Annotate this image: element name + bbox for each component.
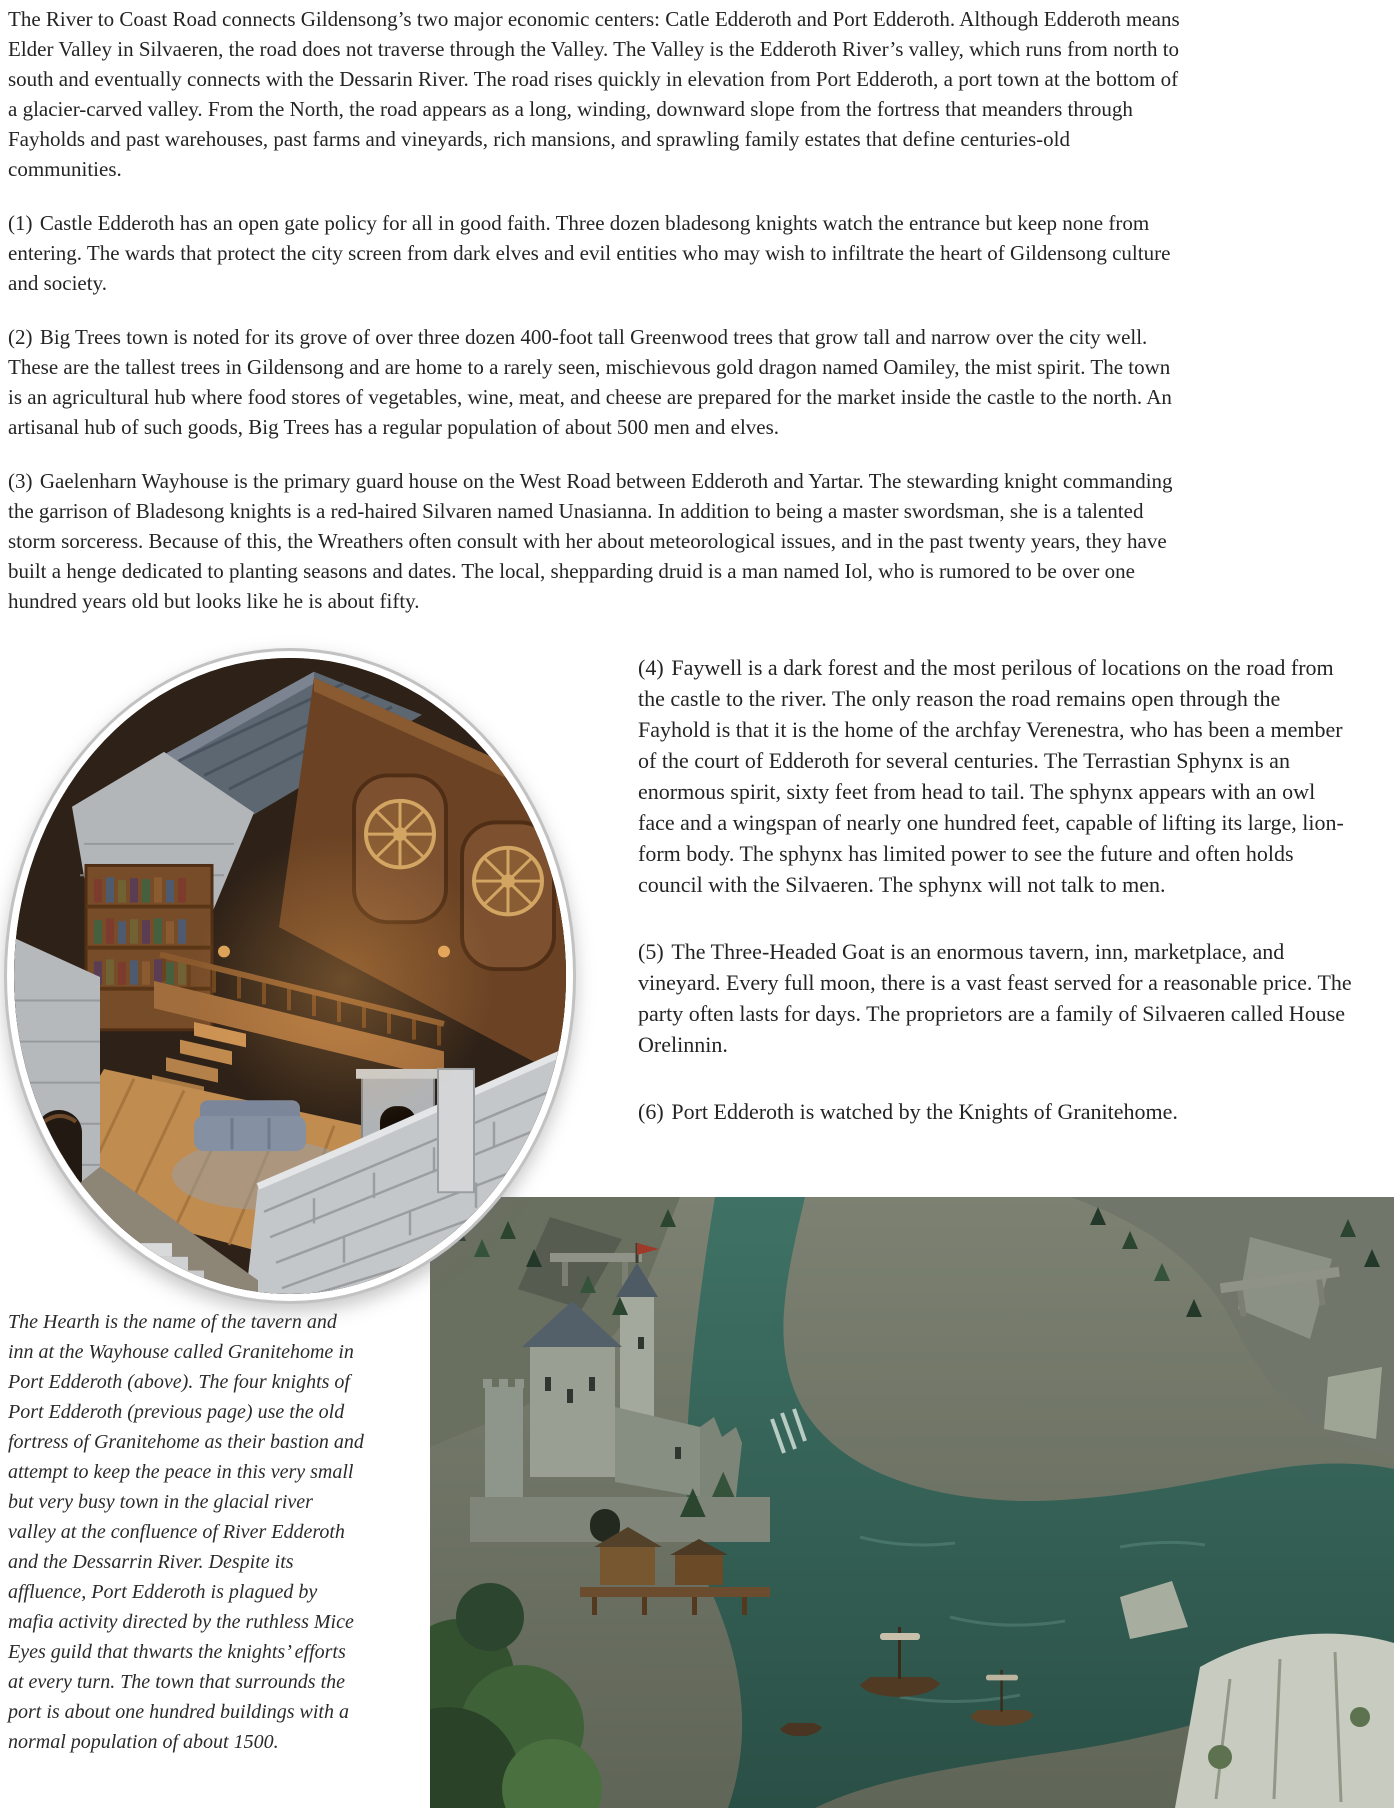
paragraph-body: Gaelenharn Wayhouse is the primary guard house on the West Road between Edderoth and Yartar. The stewarding knight commanding the garrison of Bladesong knights is a red-haired Silvaren named Unasianna. In addition to being a master swordsman, she is a talented storm sorceress. Because of this, the Wreathers often consult with her about meteorological issues, and in the past twenty years, they have built a henge dedicated to planting seasons and dates. The local, shepparding druid is a man named Iol, who is rumored to be over one hundred years old but looks like he is about fifty. — [8, 469, 1173, 613]
numbered-paragraph-3 — [8, 466, 1186, 616]
numbered-paragraph-5 — [638, 936, 1356, 1060]
paragraph-body: The Three-Headed Goat is an enormous tavern, inn, marketplace, and vineyard. Every full moon, there is a vast feast served for a reasonable price. The party often lasts for days. The proprietors are a family of Silvaeren called House Orelinnin. — [638, 939, 1352, 1057]
numbered-paragraph-6 — [638, 1096, 1356, 1127]
paragraph-body: Port Edderoth is watched by the Knights of Granitehome. — [671, 1099, 1178, 1124]
paragraph-body: Big Trees town is noted for its grove of over three dozen 400-foot tall Greenwood trees that grow tall and narrow over the city well. These are the tallest trees in Gildensong and are home to a rarely seen, mischievous gold dragon named Oamiley, the mist spirit. The town is an agricultural hub where food stores of vegetables, wine, meat, and cheese are prepared for the market inside the castle to the north. An artisanal hub of such goods, Big Trees has a regular population of about 500 men and elves. — [8, 325, 1172, 439]
sidebar-note — [8, 1307, 364, 1757]
wayhouse-interior-illustration — [14, 658, 566, 1294]
warm-light-glow — [194, 834, 494, 1128]
port-edderoth-figure — [430, 1197, 1394, 1808]
stone-tower — [14, 938, 100, 1294]
paragraph-number: (4) — [638, 655, 664, 680]
sidebar-note-text: The Hearth is the name of the tavern and inn at the Wayhouse called Granitehome in Port Edderoth (above). The four knights of Port Edderoth (previous page) use the old fortress of Granitehome as their bastion and attempt to keep the peace in this very small but very busy town in the glacial river valley at the confluence of River Edderoth and the Dessarrin River. Despite its affluence, Port Edderoth is plagued by mafia activity directed by the ruthless Mice Eyes guild that thwarts the knights’ efforts at every turn. The town that surrounds the port is about one hundred buildings with a normal population of about 1500. — [8, 1311, 364, 1753]
paragraph-number: (6) — [638, 1099, 664, 1124]
paragraph-number: (3) — [8, 469, 33, 493]
numbered-paragraph-4 — [638, 652, 1356, 900]
paragraph-number: (1) — [8, 211, 33, 235]
paragraph-body: Faywell is a dark forest and the most perilous of locations on the road from the castle to the river. The only reason the road remains open through the Fayhold is that it is the home of the archfay Verenestra, who has been a member of the court of Edderoth for several centuries. The Terrastian Sphynx is an enormous spirit, sixty feet from head to tail. The sphynx appears with an owl face and a wingspan of nearly one hundred feet, capable of lifting its large, lion-form body. The sphynx has limited power to see the future and often holds council with the Silvaeren. The sphynx will not talk to men. — [638, 655, 1344, 897]
paragraph-body: Castle Edderoth has an open gate policy for all in good faith. Three dozen bladesong knights watch the entrance but keep none from entering. The wards that protect the city screen from dark elves and evil entities who may wish to infiltrate the heart of Gildensong culture and society. — [8, 211, 1171, 295]
right-column-text — [638, 652, 1356, 1127]
lantern — [218, 946, 230, 958]
paragraph-number: (2) — [8, 325, 33, 349]
lantern — [438, 946, 450, 958]
main-text-block — [8, 4, 1186, 616]
intro-paragraph: The River to Coast Road connects Gildensong’s two major economic centers: Catle Edderoth and Port Edderoth. Although Edderoth means Elder Valley in Silvaeren, the road does not traverse through the Valley. The Valley is the Edderoth River’s valley, which runs from north to south and eventually connects with the Dessarin River. The road rises quickly in elevation from Port Edderoth, a port town at the bottom of a glacier-carved valley. From the North, the road appears as a long, winding, downward slope from the fortress that meanders through Fayholds and past warehouses, past farms and vineyards, rich mansions, and sprawling family estates that define centuries-old communities. — [8, 7, 1180, 181]
wayhouse-interior-figure — [14, 658, 566, 1294]
port-edderoth-illustration — [430, 1197, 1394, 1808]
numbered-paragraph-1 — [8, 208, 1186, 298]
paragraph-number: (5) — [638, 939, 664, 964]
numbered-paragraph-2 — [8, 322, 1186, 442]
